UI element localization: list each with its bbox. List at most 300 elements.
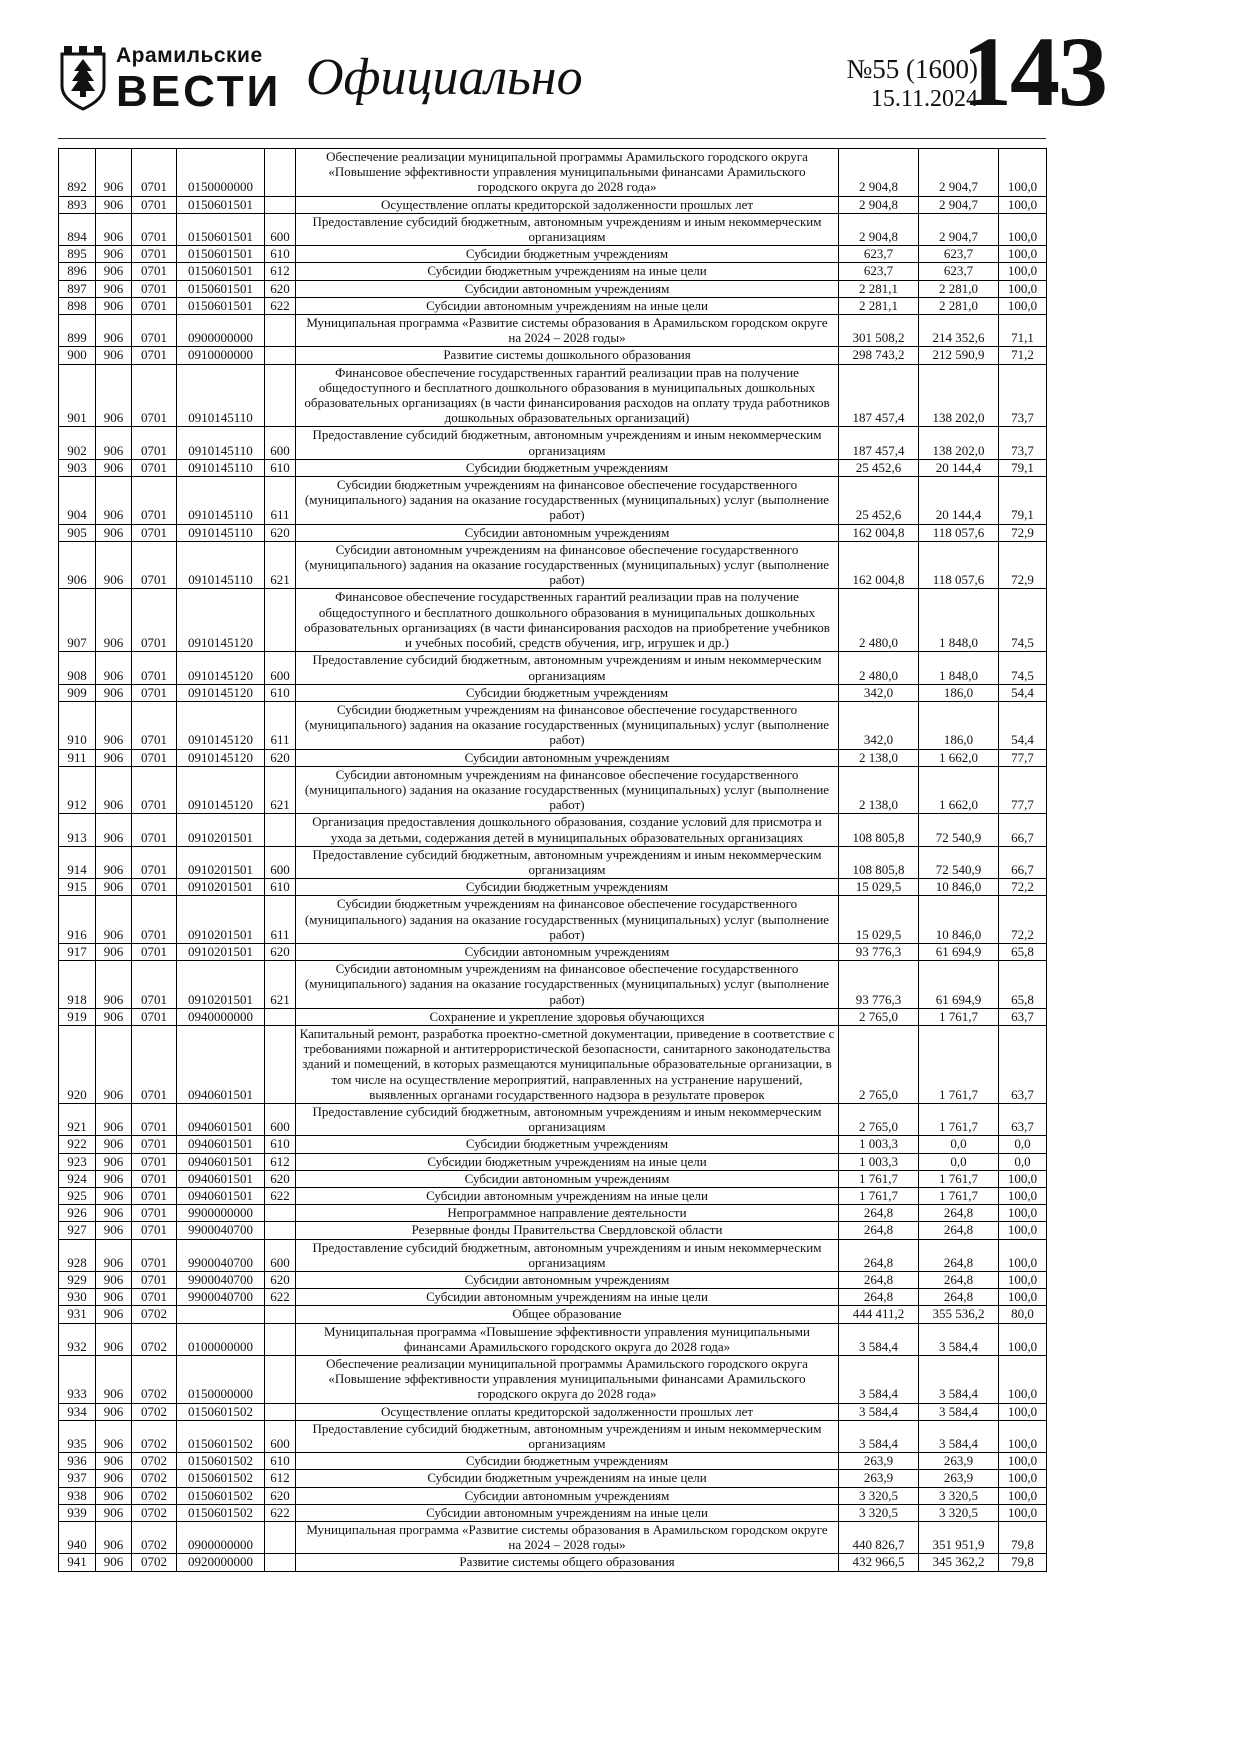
row-number: 911: [59, 749, 96, 766]
section-code: 0702: [132, 1323, 177, 1355]
approved-amount: 162 004,8: [839, 541, 919, 589]
expense-type-code: 612: [265, 1470, 296, 1487]
expense-name: Осуществление оплаты кредиторской задолженности прошлых лет: [296, 196, 839, 213]
expense-name: Организация предоставления дошкольного образования, создание условий для присмотра и ухода за детьми, содержания детей в муниципальных образовательных организациях: [296, 814, 839, 846]
executed-amount: 1 761,7: [919, 1170, 999, 1187]
row-number: 893: [59, 196, 96, 213]
row-number: 895: [59, 246, 96, 263]
grbs-code: 906: [96, 315, 132, 347]
table-row: [59, 1170, 1047, 1187]
execution-percent: 100,0: [999, 1470, 1047, 1487]
section-code: 0701: [132, 1170, 177, 1187]
executed-amount: 351 951,9: [919, 1522, 999, 1554]
expense-type-code: [265, 1323, 296, 1355]
grbs-code: 906: [96, 1008, 132, 1025]
expense-type-code: 600: [265, 1420, 296, 1452]
row-number: 921: [59, 1103, 96, 1135]
expense-name: Финансовое обеспечение государственных гарантий реализации прав на получение общедоступного и бесплатного дошкольного образования в муниципальных дошкольных образовательных организациях (в части финансирования расходов на приобретение учебников и учебных пособий, средств обучения, игр, игрушек и др.): [296, 589, 839, 652]
expense-type-code: 622: [265, 1289, 296, 1306]
execution-percent: 74,5: [999, 652, 1047, 684]
table-row: [59, 896, 1047, 944]
row-number: 898: [59, 297, 96, 314]
table-row: [59, 1403, 1047, 1420]
expense-name: Субсидии автономным учреждениям на финансовое обеспечение государственного (муниципального) задания на оказание государственных (муниципальных) услуг (выполнение работ): [296, 766, 839, 814]
grbs-code: 906: [96, 246, 132, 263]
expense-type-code: [265, 1403, 296, 1420]
table-row: [59, 541, 1047, 589]
expense-name: Субсидии бюджетным учреждениям: [296, 459, 839, 476]
grbs-code: 906: [96, 1403, 132, 1420]
executed-amount: 264,8: [919, 1239, 999, 1271]
table-row: [59, 1420, 1047, 1452]
grbs-code: 906: [96, 427, 132, 459]
expense-name: Субсидии автономным учреждениям: [296, 524, 839, 541]
row-number: 912: [59, 766, 96, 814]
target-article-code: 0150601501: [177, 213, 265, 245]
table-row: [59, 1153, 1047, 1170]
execution-percent: 65,8: [999, 961, 1047, 1009]
expense-type-code: [265, 364, 296, 427]
grbs-code: 906: [96, 749, 132, 766]
row-number: 936: [59, 1453, 96, 1470]
target-article-code: 0910201501: [177, 814, 265, 846]
expense-name: Субсидии бюджетным учреждениям: [296, 246, 839, 263]
expense-name: Сохранение и укрепление здоровья обучающихся: [296, 1008, 839, 1025]
section-code: 0702: [132, 1306, 177, 1323]
execution-percent: 73,7: [999, 427, 1047, 459]
issue-number: №55 (1600): [846, 54, 978, 84]
target-article-code: 0910145120: [177, 589, 265, 652]
executed-amount: 118 057,6: [919, 524, 999, 541]
table-row: [59, 246, 1047, 263]
section-code: 0702: [132, 1504, 177, 1521]
row-number: 930: [59, 1289, 96, 1306]
execution-percent: 100,0: [999, 1487, 1047, 1504]
grbs-code: 906: [96, 524, 132, 541]
table-row: [59, 1272, 1047, 1289]
brand-name-label: ВЕСТИ: [116, 67, 282, 116]
target-article-code: 0150000000: [177, 1356, 265, 1404]
target-article-code: 0940601501: [177, 1136, 265, 1153]
executed-amount: 264,8: [919, 1272, 999, 1289]
row-number: 892: [59, 149, 96, 197]
row-number: 922: [59, 1136, 96, 1153]
grbs-code: 906: [96, 1522, 132, 1554]
expense-type-code: 620: [265, 280, 296, 297]
execution-percent: 72,9: [999, 541, 1047, 589]
executed-amount: 0,0: [919, 1153, 999, 1170]
expense-type-code: [265, 196, 296, 213]
row-number: 908: [59, 652, 96, 684]
approved-amount: 298 743,2: [839, 347, 919, 364]
expense-type-code: 600: [265, 846, 296, 878]
approved-amount: 3 584,4: [839, 1323, 919, 1355]
executed-amount: 212 590,9: [919, 347, 999, 364]
grbs-code: 906: [96, 684, 132, 701]
section-code: 0701: [132, 459, 177, 476]
expense-name: Непрограммное направление деятельности: [296, 1205, 839, 1222]
grbs-code: 906: [96, 541, 132, 589]
row-number: 906: [59, 541, 96, 589]
executed-amount: 3 584,4: [919, 1356, 999, 1404]
table-row: [59, 1136, 1047, 1153]
expense-name: Капитальный ремонт, разработка проектно-сметной документации, приведение в соответствие с требованиями пожарной и антитеррористической безопасности, санитарного законодательства зданий и помещений, в которых размещаются муниципальные образовательные организации, в том числе на осуществление мероприятий, направленных на устранение нарушений, выявленных органами государственного надзора в результате проверок: [296, 1025, 839, 1103]
execution-percent: 63,7: [999, 1008, 1047, 1025]
section-code: 0701: [132, 196, 177, 213]
expense-type-code: [265, 1522, 296, 1554]
grbs-code: 906: [96, 589, 132, 652]
grbs-code: 906: [96, 1470, 132, 1487]
approved-amount: 3 320,5: [839, 1487, 919, 1504]
row-number: 917: [59, 943, 96, 960]
section-code: 0701: [132, 263, 177, 280]
section-code: 0701: [132, 315, 177, 347]
expense-name: Предоставление субсидий бюджетным, автономным учреждениям и иным некоммерческим организациям: [296, 652, 839, 684]
grbs-code: 906: [96, 879, 132, 896]
grbs-code: 906: [96, 477, 132, 525]
expense-type-code: [265, 149, 296, 197]
execution-percent: 72,2: [999, 879, 1047, 896]
executed-amount: 3 320,5: [919, 1487, 999, 1504]
grbs-code: 906: [96, 1188, 132, 1205]
row-number: 896: [59, 263, 96, 280]
grbs-code: 906: [96, 347, 132, 364]
execution-percent: 63,7: [999, 1025, 1047, 1103]
table-row: [59, 1487, 1047, 1504]
table-row: [59, 1008, 1047, 1025]
grbs-code: 906: [96, 701, 132, 749]
section-code: 0701: [132, 1153, 177, 1170]
section-code: 0701: [132, 427, 177, 459]
expense-type-code: 620: [265, 1170, 296, 1187]
approved-amount: 264,8: [839, 1239, 919, 1271]
target-article-code: 0150601502: [177, 1403, 265, 1420]
execution-percent: 100,0: [999, 1504, 1047, 1521]
table-row: [59, 1289, 1047, 1306]
executed-amount: 1 662,0: [919, 749, 999, 766]
expense-type-code: 600: [265, 1239, 296, 1271]
target-article-code: 0150000000: [177, 149, 265, 197]
section-code: 0701: [132, 943, 177, 960]
approved-amount: 15 029,5: [839, 896, 919, 944]
section-code: 0701: [132, 961, 177, 1009]
execution-percent: 72,2: [999, 896, 1047, 944]
target-article-code: 0150601501: [177, 280, 265, 297]
section-code: 0701: [132, 684, 177, 701]
executed-amount: 3 584,4: [919, 1420, 999, 1452]
expense-name: Субсидии автономным учреждениям на финансовое обеспечение государственного (муниципального) задания на оказание государственных (муниципальных) услуг (выполнение работ): [296, 541, 839, 589]
execution-percent: 77,7: [999, 749, 1047, 766]
executed-amount: 2 904,7: [919, 196, 999, 213]
expense-type-code: 600: [265, 213, 296, 245]
row-number: 899: [59, 315, 96, 347]
section-code: 0701: [132, 213, 177, 245]
row-number: 931: [59, 1306, 96, 1323]
target-article-code: 0910145120: [177, 652, 265, 684]
section-code: 0701: [132, 347, 177, 364]
section-code: 0701: [132, 879, 177, 896]
expense-type-code: 610: [265, 459, 296, 476]
execution-percent: 0,0: [999, 1136, 1047, 1153]
grbs-code: 906: [96, 1504, 132, 1521]
grbs-code: 906: [96, 1323, 132, 1355]
grbs-code: 906: [96, 766, 132, 814]
row-number: 907: [59, 589, 96, 652]
grbs-code: 906: [96, 459, 132, 476]
expense-type-code: 622: [265, 297, 296, 314]
approved-amount: 2 281,1: [839, 280, 919, 297]
approved-amount: 263,9: [839, 1453, 919, 1470]
grbs-code: 906: [96, 1289, 132, 1306]
section-code: 0702: [132, 1453, 177, 1470]
expense-type-code: 620: [265, 1487, 296, 1504]
row-number: 915: [59, 879, 96, 896]
expense-name: Общее образование: [296, 1306, 839, 1323]
executed-amount: 138 202,0: [919, 427, 999, 459]
brand-top-label: Арамильские: [116, 44, 263, 67]
table-row: [59, 196, 1047, 213]
row-number: 940: [59, 1522, 96, 1554]
expense-name: Предоставление субсидий бюджетным, автономным учреждениям и иным некоммерческим организациям: [296, 1103, 839, 1135]
executed-amount: 263,9: [919, 1453, 999, 1470]
executed-amount: 61 694,9: [919, 943, 999, 960]
target-article-code: 0910145120: [177, 749, 265, 766]
target-article-code: 0910145110: [177, 477, 265, 525]
expense-type-code: 620: [265, 524, 296, 541]
expense-name: Субсидии автономным учреждениям на иные цели: [296, 1289, 839, 1306]
section-code: 0701: [132, 364, 177, 427]
row-number: 900: [59, 347, 96, 364]
target-article-code: 0150601501: [177, 246, 265, 263]
expense-name: Субсидии автономным учреждениям на иные цели: [296, 1188, 839, 1205]
approved-amount: 2 480,0: [839, 589, 919, 652]
approved-amount: 2 765,0: [839, 1103, 919, 1135]
approved-amount: 2 904,8: [839, 149, 919, 197]
grbs-code: 906: [96, 263, 132, 280]
approved-amount: 2 765,0: [839, 1008, 919, 1025]
table-row: [59, 477, 1047, 525]
row-number: 933: [59, 1356, 96, 1404]
section-code: 0701: [132, 280, 177, 297]
expense-name: Предоставление субсидий бюджетным, автономным учреждениям и иным некоммерческим организациям: [296, 1420, 839, 1452]
target-article-code: 0940601501: [177, 1188, 265, 1205]
table-row: [59, 1356, 1047, 1404]
newspaper-logo: [58, 44, 281, 114]
target-article-code: 0910201501: [177, 896, 265, 944]
execution-percent: 100,0: [999, 297, 1047, 314]
target-article-code: 0940601501: [177, 1170, 265, 1187]
target-article-code: 0910145110: [177, 459, 265, 476]
expense-type-code: 621: [265, 766, 296, 814]
section-code: 0701: [132, 1239, 177, 1271]
table-row: [59, 347, 1047, 364]
expense-name: Предоставление субсидий бюджетным, автономным учреждениям и иным некоммерческим организациям: [296, 213, 839, 245]
expense-type-code: 610: [265, 246, 296, 263]
expense-name: Предоставление субсидий бюджетным, автономным учреждениям и иным некоммерческим организациям: [296, 846, 839, 878]
section-code: 0701: [132, 701, 177, 749]
executed-amount: 2 904,7: [919, 213, 999, 245]
execution-percent: 54,4: [999, 701, 1047, 749]
executed-amount: 138 202,0: [919, 364, 999, 427]
execution-percent: 100,0: [999, 1272, 1047, 1289]
expense-type-code: 611: [265, 896, 296, 944]
page-header: [58, 16, 1106, 136]
expense-type-code: [265, 315, 296, 347]
row-number: 929: [59, 1272, 96, 1289]
execution-percent: 100,0: [999, 213, 1047, 245]
target-article-code: 0910145120: [177, 766, 265, 814]
table-row: [59, 1554, 1047, 1571]
table-row: [59, 1470, 1047, 1487]
row-number: 941: [59, 1554, 96, 1571]
row-number: 938: [59, 1487, 96, 1504]
table-row: [59, 213, 1047, 245]
executed-amount: 72 540,9: [919, 846, 999, 878]
row-number: 932: [59, 1323, 96, 1355]
table-row: [59, 766, 1047, 814]
grbs-code: 906: [96, 1239, 132, 1271]
row-number: 937: [59, 1470, 96, 1487]
expense-name: Развитие системы общего образования: [296, 1554, 839, 1571]
expense-name: Субсидии автономным учреждениям: [296, 749, 839, 766]
execution-percent: 100,0: [999, 1420, 1047, 1452]
target-article-code: 0150601501: [177, 196, 265, 213]
expense-name: Субсидии автономным учреждениям: [296, 1170, 839, 1187]
approved-amount: 162 004,8: [839, 524, 919, 541]
table-row: [59, 846, 1047, 878]
target-article-code: 0940601501: [177, 1103, 265, 1135]
execution-percent: 79,8: [999, 1554, 1047, 1571]
grbs-code: 906: [96, 280, 132, 297]
expense-type-code: [265, 1205, 296, 1222]
table-row: [59, 814, 1047, 846]
approved-amount: 264,8: [839, 1289, 919, 1306]
executed-amount: 2 281,0: [919, 297, 999, 314]
table-row: [59, 961, 1047, 1009]
executed-amount: 264,8: [919, 1205, 999, 1222]
target-article-code: 0910145110: [177, 427, 265, 459]
execution-percent: 100,0: [999, 1239, 1047, 1271]
table-row: [59, 684, 1047, 701]
table-row: [59, 1103, 1047, 1135]
approved-amount: 1 003,3: [839, 1153, 919, 1170]
section-code: 0701: [132, 246, 177, 263]
header-divider: [58, 138, 1046, 139]
row-number: 913: [59, 814, 96, 846]
expense-name: Субсидии автономным учреждениям: [296, 1487, 839, 1504]
execution-percent: 79,1: [999, 459, 1047, 476]
expense-name: Субсидии автономным учреждениям на финансовое обеспечение государственного (муниципального) задания на оказание государственных (муниципальных) услуг (выполнение работ): [296, 961, 839, 1009]
expense-type-code: [265, 1008, 296, 1025]
expense-type-code: 600: [265, 1103, 296, 1135]
executed-amount: 20 144,4: [919, 459, 999, 476]
target-article-code: 9900000000: [177, 1205, 265, 1222]
section-code: 0702: [132, 1356, 177, 1404]
expense-name: Субсидии бюджетным учреждениям на иные цели: [296, 1470, 839, 1487]
target-article-code: 0150601502: [177, 1504, 265, 1521]
executed-amount: 1 761,7: [919, 1008, 999, 1025]
expense-type-code: [265, 1222, 296, 1239]
expense-type-code: [265, 1356, 296, 1404]
table-row: [59, 149, 1047, 197]
row-number: 928: [59, 1239, 96, 1271]
row-number: 903: [59, 459, 96, 476]
approved-amount: 432 966,5: [839, 1554, 919, 1571]
grbs-code: 906: [96, 1453, 132, 1470]
approved-amount: 444 411,2: [839, 1306, 919, 1323]
executed-amount: 263,9: [919, 1470, 999, 1487]
execution-percent: 66,7: [999, 814, 1047, 846]
table-row: [59, 701, 1047, 749]
expense-type-code: 610: [265, 1453, 296, 1470]
table-row: [59, 427, 1047, 459]
table-row: [59, 652, 1047, 684]
table-row: [59, 297, 1047, 314]
approved-amount: 25 452,6: [839, 459, 919, 476]
executed-amount: 214 352,6: [919, 315, 999, 347]
executed-amount: 1 848,0: [919, 589, 999, 652]
executed-amount: 264,8: [919, 1289, 999, 1306]
executed-amount: 355 536,2: [919, 1306, 999, 1323]
execution-percent: 100,0: [999, 1205, 1047, 1222]
expense-name: Обеспечение реализации муниципальной программы Арамильского городского округа «Повышение эффективности управления муниципальными финансами Арамильского городского округа до 2028 года»: [296, 1356, 839, 1404]
target-article-code: 0940601501: [177, 1025, 265, 1103]
grbs-code: 906: [96, 1420, 132, 1452]
section-code: 0701: [132, 1188, 177, 1205]
target-article-code: 0940000000: [177, 1008, 265, 1025]
expense-name: Субсидии бюджетным учреждениям на иные цели: [296, 1153, 839, 1170]
executed-amount: 3 320,5: [919, 1504, 999, 1521]
expense-type-code: 600: [265, 427, 296, 459]
page-number: 143: [962, 16, 1106, 127]
budget-table-container: [58, 148, 1046, 1572]
target-article-code: [177, 1306, 265, 1323]
approved-amount: 1 761,7: [839, 1170, 919, 1187]
executed-amount: 20 144,4: [919, 477, 999, 525]
section-code: 0701: [132, 1136, 177, 1153]
row-number: 914: [59, 846, 96, 878]
table-row: [59, 459, 1047, 476]
target-article-code: 0150601502: [177, 1487, 265, 1504]
section-code: 0701: [132, 1025, 177, 1103]
section-code: 0702: [132, 1420, 177, 1452]
execution-percent: 100,0: [999, 1323, 1047, 1355]
target-article-code: 0910201501: [177, 943, 265, 960]
expense-type-code: 621: [265, 961, 296, 1009]
approved-amount: 93 776,3: [839, 943, 919, 960]
approved-amount: 2 765,0: [839, 1025, 919, 1103]
target-article-code: 0910145110: [177, 524, 265, 541]
execution-percent: 100,0: [999, 196, 1047, 213]
expense-type-code: [265, 1025, 296, 1103]
row-number: 934: [59, 1403, 96, 1420]
expense-name: Субсидии бюджетным учреждениям на финансовое обеспечение государственного (муниципального) задания на оказание государственных (муниципальных) услуг (выполнение работ): [296, 896, 839, 944]
table-row: [59, 1453, 1047, 1470]
expense-name: Предоставление субсидий бюджетным, автономным учреждениям и иным некоммерческим организациям: [296, 1239, 839, 1271]
row-number: 909: [59, 684, 96, 701]
executed-amount: 3 584,4: [919, 1323, 999, 1355]
approved-amount: 108 805,8: [839, 814, 919, 846]
grbs-code: 906: [96, 1103, 132, 1135]
approved-amount: 342,0: [839, 684, 919, 701]
execution-percent: 100,0: [999, 1453, 1047, 1470]
grbs-code: 906: [96, 1222, 132, 1239]
approved-amount: 2 138,0: [839, 766, 919, 814]
expense-name: Субсидии бюджетным учреждениям: [296, 879, 839, 896]
grbs-code: 906: [96, 1205, 132, 1222]
executed-amount: 623,7: [919, 246, 999, 263]
target-article-code: 0150601502: [177, 1420, 265, 1452]
